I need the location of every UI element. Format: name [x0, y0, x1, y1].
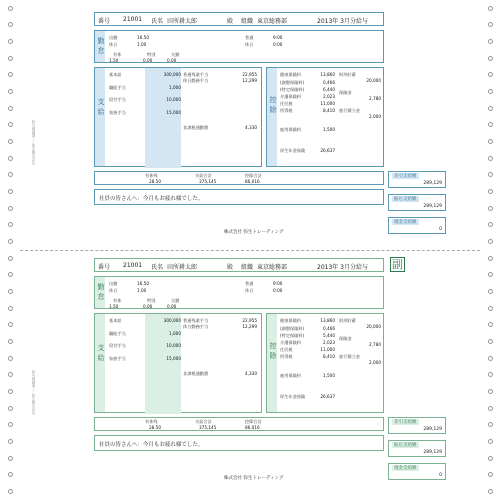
total-value: 289,129	[423, 450, 442, 455]
employee-name: 田所耕太郎	[167, 264, 198, 271]
deduction-label: 厚生年金保険	[280, 394, 306, 399]
attendance-label: 休日	[245, 42, 254, 47]
org-label: 組織	[241, 18, 254, 25]
attendance-label: 有休	[113, 52, 122, 57]
payment-label: 職能手当	[109, 330, 126, 336]
total-label: 振込支給額	[394, 443, 417, 448]
payment-label: 非課税通勤費	[183, 371, 209, 376]
payment-label: 職能手当	[109, 84, 126, 90]
total-value: 289,129	[423, 204, 442, 209]
attendance-label: 普通	[245, 35, 254, 40]
deduction-label: 財形貯蓄	[339, 72, 356, 77]
pay-period: 2013年 3月分給与	[317, 264, 368, 271]
deduction-title: 控除	[269, 96, 277, 116]
attendance-value: 0.00	[167, 58, 177, 63]
margin-note: 給与明細書 — 弥生株式会社	[32, 120, 36, 165]
total-label: 振込支給額	[394, 197, 417, 202]
tear-line	[20, 250, 480, 251]
payment-label: 家族手当	[109, 355, 126, 361]
total-box	[388, 440, 446, 457]
employee-number: 21001	[123, 16, 143, 23]
pay-total-value: 375,145	[199, 425, 217, 430]
pay-total-label: 支給合計	[195, 419, 212, 424]
deduction-section	[266, 313, 384, 413]
deduction-value: 2,000	[369, 114, 381, 119]
deduction-value: 6,440	[323, 87, 335, 92]
attendance-value: 0:00	[273, 288, 283, 293]
attendance-label: 普通	[245, 281, 254, 286]
employee-name: 田所耕太郎	[167, 18, 198, 25]
payment-label: 基本給	[109, 318, 122, 323]
honorific: 殿	[227, 18, 234, 25]
attendance-value: 1.00	[137, 288, 147, 293]
payment-section	[94, 313, 262, 413]
deduction-label: 雇用保険料	[280, 127, 301, 132]
slip-header	[94, 12, 384, 26]
paid-leave-label: 有休残	[145, 173, 158, 178]
payment-value: 12,299	[242, 78, 257, 83]
total-value: 0	[439, 473, 442, 478]
payment-label: 基本給	[109, 72, 122, 77]
slip-header	[94, 258, 384, 272]
org-label: 組織	[241, 264, 254, 271]
deduction-label: 住民税	[280, 101, 293, 106]
total-value: 0	[439, 227, 442, 232]
total-label: 現金支給額	[394, 220, 417, 225]
total-box	[388, 217, 446, 234]
payment-value: 1,000	[169, 84, 181, 90]
attendance-label: 休日	[245, 288, 254, 293]
payment-value: 22,955	[242, 72, 257, 77]
pay-total-label: 支給合計	[195, 173, 212, 178]
deduction-value: 20,000	[366, 324, 381, 329]
attendance-title: 勤怠	[97, 283, 105, 303]
org-name: 東京総務部	[257, 18, 288, 25]
deduction-value: 8,410	[323, 354, 335, 359]
deduction-label: 財形貯蓄	[339, 318, 356, 323]
attendance-value: 9:00	[273, 281, 283, 286]
attendance-value: 0.00	[143, 304, 153, 309]
payment-value: 22,955	[242, 318, 257, 323]
company-name: 株式会社 弥生トレーディング	[224, 476, 284, 481]
attendance-section	[94, 30, 384, 63]
payment-value: 300,000	[163, 318, 181, 323]
attendance-value: 0.00	[143, 58, 153, 63]
number-label: 番号	[98, 18, 111, 25]
deduct-total-value: 86,016	[245, 425, 260, 430]
attendance-label: 特別	[147, 298, 156, 303]
number-label: 番号	[98, 264, 111, 271]
attendance-value: 1.00	[137, 42, 147, 47]
payment-value: 10,000	[166, 97, 181, 102]
deduction-value: 26,637	[320, 394, 335, 399]
deduct-total-label: 控除合計	[245, 419, 262, 424]
summary-row	[94, 171, 384, 185]
payment-value: 12,299	[242, 324, 257, 329]
attendance-label: 休日	[109, 42, 118, 47]
attendance-label: 出勤	[109, 35, 118, 40]
deduction-value: 11,000	[320, 101, 335, 106]
deduction-label: 所得税	[280, 354, 293, 359]
attendance-label: 欠勤	[171, 52, 180, 57]
message-text: 社員の皆さんへ：今月もお疲れ様でした。	[99, 196, 204, 202]
attendance-title: 勤怠	[97, 37, 105, 57]
total-label: 差引支給額	[394, 420, 417, 425]
attendance-value: 0:00	[273, 42, 283, 47]
payment-label: 普通残業手当	[183, 72, 209, 77]
right-tractor-holes	[486, 0, 494, 500]
attendance-label: 欠勤	[171, 298, 180, 303]
honorific: 殿	[227, 264, 234, 271]
deduction-label: 健康保険料	[280, 318, 301, 323]
payment-label: 休日勤務手当	[183, 78, 209, 83]
payment-label: 休日勤務手当	[183, 324, 209, 329]
payment-value: 15,000	[166, 109, 181, 115]
deduction-value: 1,500	[323, 373, 335, 378]
payment-title: 支給	[97, 98, 105, 118]
deduction-value: 0,466	[323, 326, 335, 331]
payslip-original	[94, 12, 442, 242]
total-box	[388, 194, 446, 211]
attendance-label: 休日	[109, 288, 118, 293]
payment-label: 非課税通勤費	[183, 125, 209, 130]
attendance-label: 特別	[147, 52, 156, 57]
attendance-value: 1.50	[109, 304, 119, 309]
message-text: 社員の皆さんへ：今月もお疲れ様でした。	[99, 442, 204, 448]
org-name: 東京総務部	[257, 264, 288, 271]
total-value: 289,129	[423, 427, 442, 432]
payment-value: 15,000	[166, 355, 181, 361]
deduction-value: 8,410	[323, 108, 335, 113]
payment-label: 役付手当	[109, 343, 126, 348]
deduction-label: 保険金	[339, 90, 352, 95]
deduction-value: 20,000	[366, 78, 381, 83]
deduction-label: 旅行積立金	[339, 354, 360, 359]
summary-row	[94, 417, 384, 431]
deduction-value: 11,000	[320, 347, 335, 352]
deduction-label: (調整保険料)	[280, 326, 305, 331]
attendance-label: 有休	[113, 298, 122, 303]
payment-value: 1,000	[169, 330, 181, 336]
payment-value: 10,000	[166, 343, 181, 348]
message-box	[94, 189, 384, 205]
payment-value: 4,330	[245, 125, 257, 130]
deduction-value: 26,637	[320, 148, 335, 153]
deduction-value: 13,860	[320, 72, 335, 77]
deduct-total-label: 控除合計	[245, 173, 262, 178]
total-box	[388, 463, 446, 480]
deduct-total-value: 86,016	[245, 179, 260, 184]
attendance-value: 0.00	[167, 304, 177, 309]
pay-total-value: 375,145	[199, 179, 217, 184]
deduction-label: (特定保険料)	[280, 87, 305, 92]
company-name: 株式会社 弥生トレーディング	[224, 230, 284, 235]
deduction-value: 2,000	[369, 360, 381, 365]
deduction-label: 所得税	[280, 108, 293, 113]
deduction-value: 2,023	[323, 340, 335, 345]
deduction-value: 2,780	[369, 342, 381, 347]
total-label: 現金支給額	[394, 466, 417, 471]
message-box	[94, 435, 384, 451]
payment-value: 4,330	[245, 371, 257, 376]
margin-note-lower: 給与明細書 — 弥生株式会社	[32, 370, 36, 415]
employee-number: 21001	[123, 262, 143, 269]
deduction-value: 1,500	[323, 127, 335, 132]
payment-label: 家族手当	[109, 109, 126, 115]
copy-mark: 副	[392, 258, 403, 271]
deduction-label: (調整保険料)	[280, 80, 305, 85]
deduction-value: 13,860	[320, 318, 335, 323]
name-label: 氏名	[151, 18, 164, 25]
paid-leave-value: 28.50	[149, 425, 161, 430]
deduction-section	[266, 67, 384, 167]
deduction-label: 介護保険料	[280, 94, 301, 99]
paid-leave-value: 28.50	[149, 179, 161, 184]
payment-label: 役付手当	[109, 97, 126, 102]
attendance-value: 16.50	[137, 35, 149, 40]
deduction-value: 0,466	[323, 80, 335, 85]
attendance-section	[94, 276, 384, 309]
payment-label: 普通残業手当	[183, 318, 209, 323]
deduction-value: 2,780	[369, 96, 381, 101]
deduction-label: 旅行積立金	[339, 108, 360, 113]
attendance-value: 9:00	[273, 35, 283, 40]
total-box	[388, 171, 446, 188]
deduction-title: 控除	[269, 342, 277, 362]
payment-value: 300,000	[163, 72, 181, 77]
deduction-value: 2,023	[323, 94, 335, 99]
attendance-label: 出勤	[109, 281, 118, 286]
pay-period: 2013年 3月分給与	[317, 18, 368, 25]
deduction-label: 保険金	[339, 336, 352, 341]
total-value: 289,129	[423, 181, 442, 186]
attendance-value: 16.50	[137, 281, 149, 286]
left-tractor-holes	[6, 0, 14, 500]
total-box	[388, 417, 446, 434]
deduction-label: 雇用保険料	[280, 373, 301, 378]
deduction-label: 住民税	[280, 347, 293, 352]
payment-section	[94, 67, 262, 167]
paid-leave-label: 有休残	[145, 419, 158, 424]
deduction-value: 5,440	[323, 333, 335, 338]
deduction-label: 介護保険料	[280, 340, 301, 345]
deduction-label: 厚生年金保険	[280, 148, 306, 153]
total-label: 差引支給額	[394, 174, 417, 179]
payslip-copy	[94, 258, 442, 488]
attendance-value: 1.50	[109, 58, 119, 63]
deduction-label: (特定保険料)	[280, 333, 305, 338]
deduction-label: 健康保険料	[280, 72, 301, 77]
name-label: 氏名	[151, 264, 164, 271]
payment-title: 支給	[97, 344, 105, 364]
